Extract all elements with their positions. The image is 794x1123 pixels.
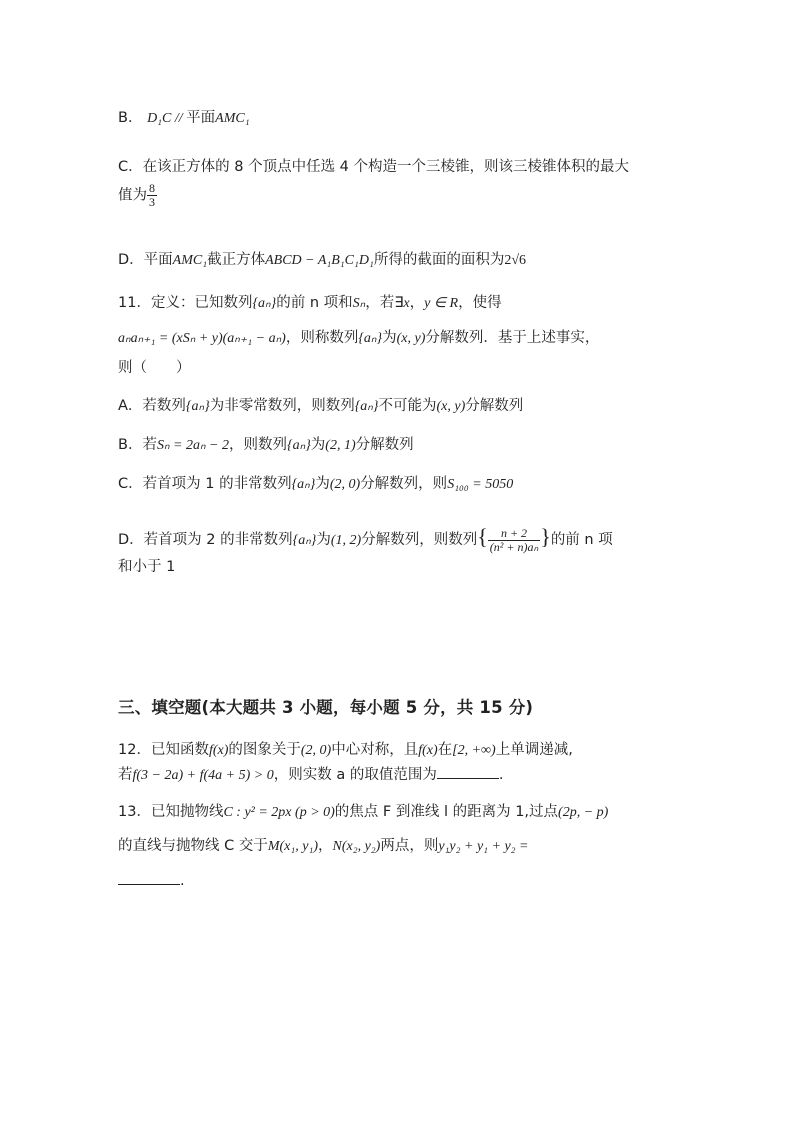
fraction-numerator: 8: [149, 181, 155, 195]
math-expr: C : y² = 2px (p > 0): [223, 805, 335, 820]
math-expr: f(3 − 2a) + f(4a + 5) > 0: [132, 768, 274, 783]
math-expr: M(x₁, y₁): [267, 839, 318, 854]
math-expr: aₙaₙ₊₁ = (xSₙ + y)(aₙ₊₁ − aₙ): [118, 331, 286, 346]
q10-option-d: [118, 250, 526, 271]
q10-option-c-line2: [118, 182, 157, 209]
section-heading: 三、填空题(本大题共 3 小题，每小题 5 分，共 15 分): [118, 698, 534, 717]
text: B．若: [118, 437, 157, 453]
text: 分解数列: [465, 398, 524, 414]
text: ，则数列: [229, 437, 288, 453]
q11-option-c: [118, 474, 513, 495]
text: 为: [382, 330, 397, 346]
q11-option-d-line1: D．若首项为 2 的非常数列{aₙ}为(1, 2)分解数列，则数列{ $\frac{n + 2}{\text{(n² + n)aₙ}}$ }的前 n 项: [118, 524, 613, 554]
answer-blank[interactable]: [118, 870, 180, 885]
text: 为: [316, 532, 331, 548]
text: .: [180, 873, 185, 889]
fraction-denominator: 3: [149, 195, 155, 209]
math-expr: (2, 0): [329, 477, 361, 492]
math-expr: AMC₁: [172, 253, 208, 268]
math-expr: {aₙ}: [354, 399, 379, 414]
q12-line2: [118, 764, 503, 786]
text: 的直线与抛物线 C 交于: [118, 838, 268, 854]
text: 两点，则: [380, 838, 439, 854]
text: 为非零常数列，则数列: [209, 398, 355, 414]
q13-line3: [118, 870, 185, 891]
math-expr: x: [403, 296, 410, 311]
q11-stem-line1: [118, 293, 502, 314]
q10-option-c-line1: [118, 157, 629, 177]
text: 中心对称，且: [331, 742, 419, 758]
fraction-denominator: (n² + n)aₙ: [489, 539, 539, 554]
text: ，使得: [458, 295, 502, 311]
text: C．在该正方体的 8 个顶点中任选 4 个构造一个三棱锥，则该三棱锥体积的最大: [118, 159, 630, 175]
math-expr: (x, y): [396, 331, 426, 346]
text: 11．定义：已知数列: [118, 295, 253, 311]
text: 平面: [186, 110, 216, 126]
math-expr: (x, y): [436, 399, 466, 414]
math-expr: [2, +∞): [452, 743, 496, 758]
text: 分解数列．基于上述事实，: [425, 330, 600, 346]
answer-blank[interactable]: [437, 764, 499, 779]
math-expr: AMC₁: [215, 111, 250, 126]
q10-option-b: [118, 108, 250, 129]
text: ，则称数列: [285, 330, 359, 346]
text: C．若首项为 1 的非常数列: [118, 476, 292, 492]
text: 分解数列: [355, 437, 414, 453]
math-expr: f(x): [418, 743, 438, 758]
text: ，若∃: [365, 295, 404, 311]
text: 的前 n 项和: [276, 295, 353, 311]
text: 分解数列，则: [360, 476, 448, 492]
math-expr: D₁C //: [147, 111, 187, 126]
math-expr: 2√6: [504, 253, 527, 268]
q13-line1: [118, 802, 608, 823]
text: 12．已知函数: [118, 742, 209, 758]
text: 截正方体: [207, 252, 266, 268]
math-expr: y ∈ R: [424, 296, 459, 311]
text: 的焦点 F 到准线 l 的距离为 1,过点: [334, 804, 559, 820]
q11-option-d-line2: [118, 557, 175, 577]
math-expr: S₁₀₀ = 5050: [447, 477, 514, 492]
text: D．平面: [118, 252, 173, 268]
option-label: B．: [118, 110, 143, 126]
math-expr: (2p, − p): [558, 805, 609, 820]
text: 为: [310, 437, 326, 453]
math-expr: {aₙ}: [292, 533, 317, 548]
math-expr: (2, 1): [325, 438, 356, 453]
fraction: [147, 182, 157, 209]
text: 则（ ）: [118, 360, 191, 376]
fraction-numerator: n + 2: [500, 525, 528, 540]
math-expr: (2, 0): [300, 743, 332, 758]
q11-stem-line2: [118, 328, 599, 349]
math-expr: Sₙ: [352, 296, 366, 311]
math-expr: {aₙ}: [287, 438, 311, 453]
text: 的前 n 项: [550, 532, 613, 548]
math-expr: f(x): [208, 743, 229, 758]
text: 和小于 1: [118, 559, 176, 575]
text: D．若首项为 2 的非常数列: [118, 532, 293, 548]
text: 分解数列，则数列: [361, 532, 478, 548]
math-expr: {aₙ}: [358, 331, 383, 346]
q13-line2: [118, 836, 529, 857]
math-expr: {aₙ}: [291, 477, 316, 492]
text: 值为: [118, 187, 147, 204]
text: 的图象关于: [228, 742, 301, 758]
text: A．若数列: [118, 398, 186, 414]
math-expr: (1, 2): [330, 533, 362, 548]
q11-option-a: [118, 396, 523, 417]
q12-line1: [118, 740, 573, 761]
text: 所得的截面的面积为: [373, 252, 505, 268]
text: 在: [437, 742, 453, 758]
text: .: [498, 767, 504, 783]
math-expr: {aₙ}: [185, 399, 210, 414]
math-expr: Sₙ = 2aₙ − 2: [156, 438, 230, 453]
text: 为: [315, 476, 330, 492]
math-expr: ABCD − A₁B₁C₁D₁: [265, 253, 374, 268]
q11-stem-line3: [118, 358, 191, 378]
math-expr: N(x₂, y₂): [332, 839, 381, 854]
text: ，: [409, 295, 425, 311]
text: ，则实数 a 的取值范围为: [273, 767, 437, 783]
math-expr: y₁y₂ + y₁ + y₂ =: [438, 839, 529, 854]
text: ，: [318, 838, 333, 854]
math-expr: {aₙ}: [252, 296, 277, 311]
text: 上单调递减,: [495, 742, 573, 758]
q11-option-b: [118, 435, 414, 456]
text: 若: [118, 767, 133, 783]
text: 不可能为: [378, 398, 437, 414]
text: 13．已知抛物线: [118, 804, 224, 820]
fraction: [488, 527, 540, 554]
